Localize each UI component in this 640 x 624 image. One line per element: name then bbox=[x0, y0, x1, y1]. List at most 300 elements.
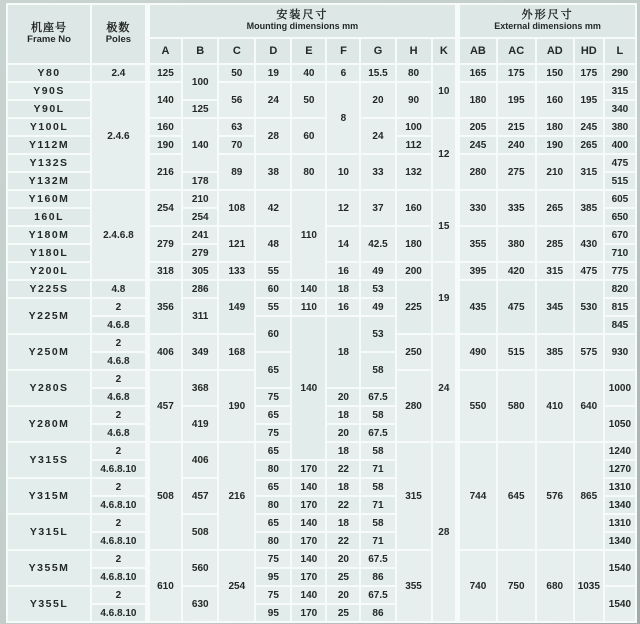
frame-label: Y225M bbox=[7, 298, 91, 334]
poles-value: 2 bbox=[91, 370, 147, 388]
dim-value: 18 bbox=[326, 514, 360, 532]
dim-value: 24 bbox=[432, 334, 458, 442]
dim-value: 311 bbox=[182, 298, 218, 334]
poles-value: 2 bbox=[91, 298, 147, 316]
dim-value: 315 bbox=[574, 154, 604, 190]
dim-value: 75 bbox=[255, 550, 291, 568]
dim-value: 8 bbox=[326, 82, 360, 154]
dim-value: 18 bbox=[326, 316, 360, 388]
dim-value: 67.5 bbox=[360, 550, 395, 568]
dim-value: 19 bbox=[432, 262, 458, 334]
dim-value: 42 bbox=[255, 190, 291, 226]
header-frame-no bbox=[7, 4, 91, 64]
dim-value: 750 bbox=[497, 550, 536, 622]
dim-value: 215 bbox=[497, 118, 536, 136]
poles-value: 4.6.8 bbox=[91, 352, 147, 370]
dim-value: 12 bbox=[326, 190, 360, 226]
poles-value: 4.6.8 bbox=[91, 424, 147, 442]
dim-value: 490 bbox=[458, 334, 497, 370]
dim-value: 315 bbox=[604, 82, 636, 100]
poles-value: 2 bbox=[91, 514, 147, 532]
dim-value: 406 bbox=[147, 334, 182, 370]
table-row bbox=[7, 550, 636, 568]
dim-value: 475 bbox=[497, 280, 536, 334]
dim-value: 385 bbox=[536, 334, 574, 370]
frame-label: Y90L bbox=[7, 100, 91, 118]
dim-value: 67.5 bbox=[360, 424, 395, 442]
dim-value: 195 bbox=[574, 82, 604, 118]
motor-dimensions-table bbox=[6, 3, 637, 623]
frame-label: Y225S bbox=[7, 280, 91, 298]
dim-value: 133 bbox=[218, 262, 255, 280]
dim-value: 80 bbox=[396, 64, 432, 82]
dim-value: 22 bbox=[326, 460, 360, 478]
dim-value: 121 bbox=[218, 226, 255, 262]
poles-value: 2 bbox=[91, 406, 147, 424]
dim-value: 508 bbox=[147, 442, 182, 550]
dim-value: 80 bbox=[255, 532, 291, 550]
dim-value: 55 bbox=[255, 262, 291, 280]
frame-label: Y355L bbox=[7, 586, 91, 622]
dim-value: 15 bbox=[432, 190, 458, 262]
dim-value: 815 bbox=[604, 298, 636, 316]
poles-value: 2.4.6 bbox=[91, 82, 147, 190]
dim-value: 20 bbox=[326, 424, 360, 442]
dim-value: 1540 bbox=[604, 586, 636, 622]
col-header-K: K bbox=[432, 38, 458, 64]
dim-value: 140 bbox=[291, 550, 326, 568]
dim-value: 279 bbox=[147, 226, 182, 262]
dim-value: 16 bbox=[326, 262, 360, 280]
dim-value: 1050 bbox=[604, 406, 636, 442]
poles-value: 2 bbox=[91, 586, 147, 604]
frame-label: Y100L bbox=[7, 118, 91, 136]
dim-value: 25 bbox=[326, 568, 360, 586]
dim-value: 65 bbox=[255, 406, 291, 424]
table-row bbox=[7, 190, 636, 208]
dim-value: 550 bbox=[458, 370, 497, 442]
poles-value: 4.6.8 bbox=[91, 316, 147, 334]
header-frame-no-en: Frame No bbox=[27, 34, 71, 45]
dim-value: 15.5 bbox=[360, 64, 395, 82]
dim-value: 95 bbox=[255, 568, 291, 586]
dim-value: 75 bbox=[255, 586, 291, 604]
dim-value: 265 bbox=[536, 190, 574, 226]
dim-value: 65 bbox=[255, 352, 291, 388]
dim-value: 225 bbox=[396, 280, 432, 334]
dim-value: 75 bbox=[255, 424, 291, 442]
dim-value: 1035 bbox=[574, 550, 604, 622]
frame-label: Y132S bbox=[7, 154, 91, 172]
dim-value: 280 bbox=[396, 370, 432, 442]
dim-value: 110 bbox=[291, 298, 326, 316]
dim-value: 640 bbox=[574, 370, 604, 442]
dim-value: 315 bbox=[396, 442, 432, 550]
poles-value: 2 bbox=[91, 550, 147, 568]
dim-value: 100 bbox=[396, 118, 432, 136]
dim-value: 86 bbox=[360, 604, 395, 622]
header-frame-no-zh: 机座号 bbox=[31, 22, 68, 34]
dim-value: 18 bbox=[326, 280, 360, 298]
frame-label: Y280M bbox=[7, 406, 91, 442]
dim-value: 90 bbox=[396, 82, 432, 118]
header-mounting-en: Mounting dimensions mm bbox=[246, 21, 359, 31]
dim-value: 63 bbox=[218, 118, 255, 136]
dim-value: 820 bbox=[604, 280, 636, 298]
dim-value: 112 bbox=[396, 136, 432, 154]
dim-value: 265 bbox=[574, 136, 604, 154]
dim-value: 330 bbox=[458, 190, 497, 226]
header-external-group bbox=[458, 4, 636, 38]
frame-label: Y90S bbox=[7, 82, 91, 100]
poles-value: 4.6.8.10 bbox=[91, 532, 147, 550]
frame-label: Y132M bbox=[7, 172, 91, 190]
dim-value: 400 bbox=[604, 136, 636, 154]
poles-value: 4.6.8.10 bbox=[91, 604, 147, 622]
header-poles-en: Poles bbox=[105, 34, 132, 45]
dim-value: 245 bbox=[574, 118, 604, 136]
dim-value: 560 bbox=[182, 550, 218, 586]
dim-value: 200 bbox=[396, 262, 432, 280]
poles-value: 2 bbox=[91, 334, 147, 352]
dim-value: 108 bbox=[218, 190, 255, 226]
col-header-A: A bbox=[147, 38, 182, 64]
dim-value: 160 bbox=[147, 118, 182, 136]
dim-value: 254 bbox=[147, 190, 182, 226]
dim-value: 430 bbox=[574, 226, 604, 262]
dim-value: 170 bbox=[291, 496, 326, 514]
dim-value: 775 bbox=[604, 262, 636, 280]
header-external-zh: 外形尺寸 bbox=[521, 9, 574, 21]
dim-value: 22 bbox=[326, 532, 360, 550]
dim-value: 95 bbox=[255, 604, 291, 622]
dim-value: 28 bbox=[432, 442, 458, 622]
frame-label: Y355M bbox=[7, 550, 91, 586]
dim-value: 645 bbox=[497, 442, 536, 550]
dim-value: 80 bbox=[291, 154, 326, 190]
frame-label: Y250M bbox=[7, 334, 91, 370]
dim-value: 286 bbox=[182, 280, 218, 298]
dim-value: 140 bbox=[291, 514, 326, 532]
dim-value: 335 bbox=[497, 190, 536, 226]
frame-label: 160L bbox=[7, 208, 91, 226]
dim-value: 58 bbox=[360, 352, 395, 388]
frame-label: Y80 bbox=[7, 64, 91, 82]
dim-value: 190 bbox=[147, 136, 182, 154]
dim-value: 42.5 bbox=[360, 226, 395, 262]
dim-value: 53 bbox=[360, 280, 395, 298]
dim-value: 14 bbox=[326, 226, 360, 262]
col-header-AC: AC bbox=[497, 38, 536, 64]
dim-value: 37 bbox=[360, 190, 395, 226]
table-row bbox=[7, 280, 636, 298]
dim-value: 16 bbox=[326, 298, 360, 316]
dim-value: 457 bbox=[147, 370, 182, 442]
table-row bbox=[7, 64, 636, 82]
dim-value: 58 bbox=[360, 406, 395, 424]
dim-value: 419 bbox=[182, 406, 218, 442]
dim-value: 71 bbox=[360, 496, 395, 514]
dim-value: 140 bbox=[291, 280, 326, 298]
dim-value: 20 bbox=[326, 586, 360, 604]
poles-value: 4.6.8.10 bbox=[91, 460, 147, 478]
header-mounting-group bbox=[147, 4, 457, 38]
dim-value: 241 bbox=[182, 226, 218, 244]
dim-value: 385 bbox=[574, 190, 604, 226]
dim-value: 508 bbox=[182, 514, 218, 550]
dim-value: 55 bbox=[255, 298, 291, 316]
table-sheet bbox=[6, 3, 637, 620]
dim-value: 50 bbox=[218, 64, 255, 82]
dim-value: 368 bbox=[182, 370, 218, 406]
dim-value: 435 bbox=[458, 280, 497, 334]
dim-value: 290 bbox=[604, 64, 636, 82]
poles-value: 2.4 bbox=[91, 64, 147, 82]
dim-value: 160 bbox=[536, 82, 574, 118]
dim-value: 930 bbox=[604, 334, 636, 370]
poles-value: 4.6.8.10 bbox=[91, 496, 147, 514]
dim-value: 6 bbox=[326, 64, 360, 82]
dim-value: 80 bbox=[255, 460, 291, 478]
dim-value: 170 bbox=[291, 532, 326, 550]
dim-value: 25 bbox=[326, 604, 360, 622]
dim-value: 254 bbox=[182, 208, 218, 226]
dim-value: 515 bbox=[497, 334, 536, 370]
dim-value: 216 bbox=[147, 154, 182, 190]
dim-value: 24 bbox=[360, 118, 395, 154]
dim-value: 515 bbox=[604, 172, 636, 190]
dim-value: 380 bbox=[604, 118, 636, 136]
dim-value: 349 bbox=[182, 334, 218, 370]
dim-value: 845 bbox=[604, 316, 636, 334]
dim-value: 180 bbox=[396, 226, 432, 262]
dim-value: 280 bbox=[458, 154, 497, 190]
dim-value: 380 bbox=[497, 226, 536, 262]
dim-value: 180 bbox=[536, 118, 574, 136]
dim-value: 48 bbox=[255, 226, 291, 262]
dim-value: 630 bbox=[182, 586, 218, 622]
col-header-D: D bbox=[255, 38, 291, 64]
header-poles bbox=[91, 4, 147, 64]
dim-value: 475 bbox=[604, 154, 636, 172]
dim-value: 190 bbox=[536, 136, 574, 154]
dim-value: 1240 bbox=[604, 442, 636, 460]
dim-value: 100 bbox=[182, 64, 218, 100]
dim-value: 165 bbox=[458, 64, 497, 82]
dim-value: 18 bbox=[326, 406, 360, 424]
dim-value: 250 bbox=[396, 334, 432, 370]
dim-value: 175 bbox=[497, 64, 536, 82]
dim-value: 56 bbox=[218, 82, 255, 118]
frame-label: Y180L bbox=[7, 244, 91, 262]
poles-value: 4.6.8.10 bbox=[91, 568, 147, 586]
dim-value: 355 bbox=[396, 550, 432, 622]
dim-value: 160 bbox=[396, 190, 432, 226]
dim-value: 60 bbox=[255, 316, 291, 352]
poles-value: 4.6.8 bbox=[91, 388, 147, 406]
dim-value: 744 bbox=[458, 442, 497, 550]
dim-value: 175 bbox=[574, 64, 604, 82]
dim-value: 40 bbox=[291, 64, 326, 82]
col-header-AB: AB bbox=[458, 38, 497, 64]
dim-value: 170 bbox=[291, 568, 326, 586]
dim-value: 12 bbox=[432, 118, 458, 190]
dim-value: 125 bbox=[182, 100, 218, 118]
col-header-HD: HD bbox=[574, 38, 604, 64]
dim-value: 245 bbox=[458, 136, 497, 154]
dim-value: 710 bbox=[604, 244, 636, 262]
dim-value: 210 bbox=[536, 154, 574, 190]
dim-value: 190 bbox=[218, 370, 255, 442]
dim-value: 205 bbox=[458, 118, 497, 136]
dim-value: 89 bbox=[218, 154, 255, 190]
dim-value: 65 bbox=[255, 442, 291, 460]
dim-value: 140 bbox=[291, 478, 326, 496]
col-header-C: C bbox=[218, 38, 255, 64]
frame-label: Y315S bbox=[7, 442, 91, 478]
dim-value: 67.5 bbox=[360, 388, 395, 406]
dim-value: 1340 bbox=[604, 532, 636, 550]
frame-label: Y315L bbox=[7, 514, 91, 550]
dim-value: 50 bbox=[291, 82, 326, 118]
dim-value: 395 bbox=[458, 262, 497, 280]
dim-value: 125 bbox=[147, 64, 182, 82]
dim-value: 740 bbox=[458, 550, 497, 622]
dim-value: 20 bbox=[360, 82, 395, 118]
dim-value: 575 bbox=[574, 334, 604, 370]
dim-value: 475 bbox=[574, 262, 604, 280]
dim-value: 285 bbox=[536, 226, 574, 262]
table-row bbox=[7, 82, 636, 100]
dim-value: 530 bbox=[574, 280, 604, 334]
frame-label: Y200L bbox=[7, 262, 91, 280]
dim-value: 18 bbox=[326, 442, 360, 460]
dim-value: 315 bbox=[536, 262, 574, 280]
dim-value: 580 bbox=[497, 370, 536, 442]
dim-value: 49 bbox=[360, 262, 395, 280]
dim-value: 610 bbox=[147, 550, 182, 622]
dim-value: 605 bbox=[604, 190, 636, 208]
dim-value: 168 bbox=[218, 334, 255, 370]
dim-value: 1540 bbox=[604, 550, 636, 586]
dim-value: 75 bbox=[255, 388, 291, 406]
dim-value: 1340 bbox=[604, 496, 636, 514]
poles-value: 2 bbox=[91, 478, 147, 496]
poles-value: 2 bbox=[91, 442, 147, 460]
dim-value: 19 bbox=[255, 64, 291, 82]
frame-label: Y112M bbox=[7, 136, 91, 154]
dim-value: 356 bbox=[147, 280, 182, 334]
col-header-E: E bbox=[291, 38, 326, 64]
dim-value: 65 bbox=[255, 514, 291, 532]
dim-value: 1310 bbox=[604, 514, 636, 532]
dim-value: 140 bbox=[147, 82, 182, 118]
frame-label: Y315M bbox=[7, 478, 91, 514]
dim-value: 1310 bbox=[604, 478, 636, 496]
frame-label: Y280S bbox=[7, 370, 91, 406]
dim-value: 86 bbox=[360, 568, 395, 586]
dim-value: 345 bbox=[536, 280, 574, 334]
dim-value: 670 bbox=[604, 226, 636, 244]
header-poles-zh: 极数 bbox=[106, 22, 131, 34]
dim-value: 254 bbox=[218, 550, 255, 622]
dim-value: 58 bbox=[360, 514, 395, 532]
dim-value: 140 bbox=[182, 118, 218, 172]
col-header-B: B bbox=[182, 38, 218, 64]
dim-value: 58 bbox=[360, 478, 395, 496]
dim-value: 110 bbox=[291, 190, 326, 280]
dim-value: 457 bbox=[182, 478, 218, 514]
dim-value: 140 bbox=[291, 316, 326, 460]
dim-value: 149 bbox=[218, 280, 255, 334]
dim-value: 865 bbox=[574, 442, 604, 550]
dim-value: 275 bbox=[497, 154, 536, 190]
dim-value: 71 bbox=[360, 532, 395, 550]
dim-value: 49 bbox=[360, 298, 395, 316]
dim-value: 60 bbox=[255, 280, 291, 298]
dim-value: 406 bbox=[182, 442, 218, 478]
dim-value: 10 bbox=[326, 154, 360, 190]
dim-value: 80 bbox=[255, 496, 291, 514]
dim-value: 67.5 bbox=[360, 586, 395, 604]
dim-value: 38 bbox=[255, 154, 291, 190]
dim-value: 71 bbox=[360, 460, 395, 478]
dim-value: 650 bbox=[604, 208, 636, 226]
dim-value: 10 bbox=[432, 64, 458, 118]
col-header-G: G bbox=[360, 38, 395, 64]
dim-value: 178 bbox=[182, 172, 218, 190]
dim-value: 340 bbox=[604, 100, 636, 118]
dim-value: 195 bbox=[497, 82, 536, 118]
dim-value: 420 bbox=[497, 262, 536, 280]
dim-value: 410 bbox=[536, 370, 574, 442]
poles-value: 4.8 bbox=[91, 280, 147, 298]
dim-value: 170 bbox=[291, 460, 326, 478]
dim-value: 132 bbox=[396, 154, 432, 190]
dim-value: 1000 bbox=[604, 370, 636, 406]
dim-value: 140 bbox=[291, 586, 326, 604]
dim-value: 65 bbox=[255, 478, 291, 496]
col-header-F: F bbox=[326, 38, 360, 64]
frame-label: Y180M bbox=[7, 226, 91, 244]
header-external-en: External dimensions mm bbox=[494, 21, 601, 31]
dim-value: 20 bbox=[326, 388, 360, 406]
dim-value: 28 bbox=[255, 118, 291, 154]
col-header-H: H bbox=[396, 38, 432, 64]
dim-value: 216 bbox=[218, 442, 255, 550]
dim-value: 70 bbox=[218, 136, 255, 154]
dim-value: 150 bbox=[536, 64, 574, 82]
dim-value: 18 bbox=[326, 478, 360, 496]
dim-value: 210 bbox=[182, 190, 218, 208]
col-header-L: L bbox=[604, 38, 636, 64]
dim-value: 170 bbox=[291, 604, 326, 622]
dim-value: 58 bbox=[360, 442, 395, 460]
dim-value: 1270 bbox=[604, 460, 636, 478]
dim-value: 20 bbox=[326, 550, 360, 568]
poles-value: 2.4.6.8 bbox=[91, 190, 147, 280]
dim-value: 180 bbox=[458, 82, 497, 118]
dim-value: 240 bbox=[497, 136, 536, 154]
header-mounting-zh: 安装尺寸 bbox=[276, 9, 329, 21]
dim-value: 680 bbox=[536, 550, 574, 622]
dim-value: 53 bbox=[360, 316, 395, 352]
col-header-AD: AD bbox=[536, 38, 574, 64]
dim-value: 279 bbox=[182, 244, 218, 262]
dim-value: 355 bbox=[458, 226, 497, 262]
dim-value: 576 bbox=[536, 442, 574, 550]
dim-value: 24 bbox=[255, 82, 291, 118]
